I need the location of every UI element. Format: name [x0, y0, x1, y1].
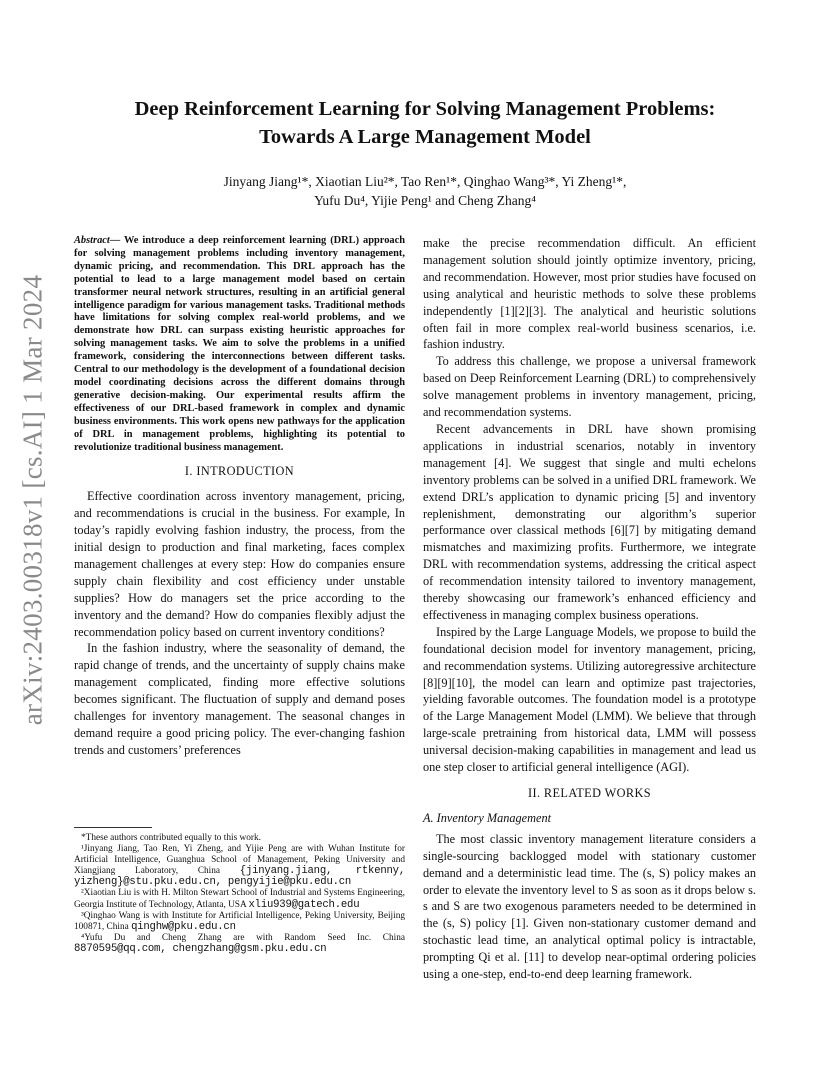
footnote-2-text: ²Xiaotian Liu is with H. Milton Stewart School of Industrial and Systems Engineering, Georgia Institute of Technology, Atlanta, USA: [74, 888, 405, 910]
right-paragraph-5: The most classic inventory management literature considers a single-sourcing backlogged model with stationary customer demand and a deterministic lead time. The (s, S) policy makes an order to elevate the inventory level to S as soon as it drops below s. s and S are two exogenous parameters needed to be determined in the (s, S) policy [1]. Given non-stationary customer demand and stochastic lead time, an analytical optimal policy is intractable, prompting Qi et al. [11] to develop near-optimal ordering policies using a one-step, end-to-end deep learning framework.: [423, 831, 756, 982]
author-line-2: Yufu Du⁴, Yijie Peng¹ and Cheng Zhang⁴: [314, 193, 536, 208]
paper-title-line-1: Deep Reinforcement Learning for Solving Management Problems:: [134, 98, 716, 120]
section-heading-related-works: II. RELATED WORKS: [527, 786, 652, 800]
footnote-4-email: 8870595@qq.com, chengzhang@gsm.pku.edu.cn: [74, 942, 327, 955]
author-line-1: Jinyang Jiang¹*, Xiaotian Liu²*, Tao Ren¹*, Qinghao Wang³*, Yi Zheng¹*,: [223, 174, 627, 189]
abstract-text: — We introduce a deep reinforcement learning (DRL) approach for solving management problems including inventory management, dynamic pricing, and recommendation. This DRL approach has the potential to lead to a large management model based on certain transformer neural network structures, resulting in an artificial general intelligence paradigm for various management tasks. Traditional methods have limitations for solving complex real-world problems, and we demonstrate how DRL can surpass existing heuristic approaches for solving management tasks. We aim to solve the problems in a unified framework, considering the interconnections between different tasks. Central to our methodology is the development of a foundational decision model coordinating decisions across the different domains through generative decision-making. Our experimental results affirm the effectiveness of our DRL-based framework in complex and dynamic business environments. This work opens new pathways for the application of DRL in management problems, highlighting its potential to revolutionize traditional business management.: [74, 235, 405, 453]
intro-paragraph-1: Effective coordination across inventory management, pricing, and recommendations is crucial in the business. For example, In today’s rapidly evolving fashion industry, the process, from the initial design to production and final marketing, faces complex management challenges at every step: How do companies ensure supply chain flexibility and cost efficiency under unstable supplies? How do managers set the price according to the inventory and the demand? How do companies flexibly adjust the recommendation policy based on current inventory conditions?: [74, 489, 405, 639]
left-column: [74, 235, 405, 759]
footnote-1-text: ¹Jinyang Jiang, Tao Ren, Yi Zheng, and Yijie Peng are with Wuhan Institute for Artificial Intelligence, Guanghua School of Management, Peking University and Xiangjiang Laboratory, China: [74, 844, 405, 877]
paper-title-line-2: Towards A Large Management Model: [259, 126, 591, 148]
footnote-3-text: ³Qinghao Wang is with Institute for Artificial Intelligence, Peking University, Beijing 100871, China: [74, 910, 405, 932]
footnote-3-email: qinghw@pku.edu.cn: [131, 920, 236, 933]
footnote-1: [74, 844, 405, 888]
footnote-3: [74, 911, 405, 933]
arxiv-identifier-text: arXiv:2403.00318v1 [cs.AI] 1 Mar 2024: [17, 274, 48, 726]
abstract-label: Abstract: [74, 235, 110, 246]
section-heading-introduction: I. INTRODUCTION: [184, 464, 295, 479]
right-paragraph-2: To address this challenge, we propose a universal framework based on Deep Reinforcement Learning (DRL) to comprehensively solve management problems in inventory management, pricing, and recommendation systems.: [423, 354, 756, 420]
right-column: [423, 235, 756, 983]
footnote-4: [74, 933, 405, 955]
abstract: [74, 235, 405, 454]
right-paragraph-4: Inspired by the Large Language Models, we propose to build the foundational decision model for inventory management, pricing, and recommendation systems. Utilizing autoregressive architecture [8][9][10], the model can learn and optimize past trajectories, yielding favorable outcomes. The foundation model is a prototype of the Large Management Model (LMM). We believe that through large-scale pretraining from historical data, LMM will possess universal decision-making capabilities in management and lead us one step closer to artificial general intelligence (AGI).: [423, 624, 756, 775]
footnote-rule: [74, 827, 152, 828]
footnote-4-text: ⁴Yufu Du and Cheng Zhang are with Random Seed Inc. China: [81, 932, 405, 943]
footnote-equal-contribution: *These authors contributed equally to this work.: [81, 833, 261, 843]
subsection-heading-inventory-management: A. Inventory Management: [423, 810, 552, 825]
right-paragraph-3: Recent advancements in DRL have shown promising applications in industrial scenarios, notably in inventory management [4]. We suggest that single and multi echelons inventory problems can be solved in a unified DRL framework. We extend DRL’s application to dynamic pricing [5] and inventory replenishment, demonstrating our algorithm’s superior performance over classical methods [6][7] by mitigating demand mismatches and maximizing profits. Furthermore, we integrate DRL with recommendation systems, addressing the critical aspect of recommendation intensity tailored to inventory management, thereby showcasing our framework’s enhanced efficiency and effectiveness in managing complex business operations.: [423, 421, 756, 622]
right-paragraph-1: make the precise recommendation difficult. An efficient management solution should jointly optimize inventory, pricing, and recommendation. However, most prior studies have focused on using analytical and heuristic methods to solve these problems independently [1][2][3]. The analytical and heuristic solutions often fail in more complex real-world business scenarios, i.e. fashion industry.: [423, 236, 756, 352]
footnotes: [74, 827, 405, 955]
footnote-2-email: xliu939@gatech.edu: [248, 898, 360, 911]
intro-paragraph-2: In the fashion industry, where the seasonality of demand, the rapid change of trends, and the uncertainty of supply chains make management complicated, finding more effective solutions becomes significant. The fluctuation of supply and demand poses challenges for inventory management. The seasonal changes in demand require a good pricing policy. The ever-changing fashion trends and customers’ preferences: [74, 641, 405, 757]
footnote-2: [74, 888, 405, 910]
arxiv-identifier: [8, 274, 58, 726]
paper-title: [80, 95, 770, 151]
footnote-1-email: {jinyang.jiang, rtkenny, yizheng}@stu.pku.edu.cn, pengyijie@pku.edu.cn: [74, 865, 405, 889]
author-list: [80, 172, 770, 210]
